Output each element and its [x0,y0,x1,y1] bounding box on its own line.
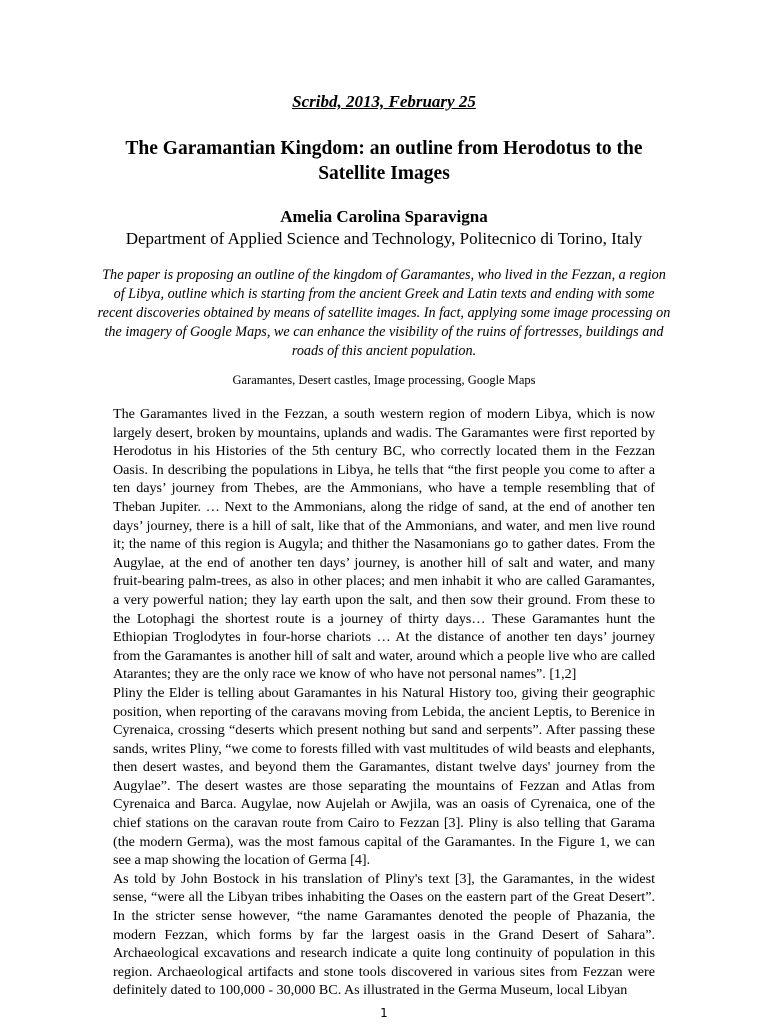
body-text [113,405,655,1000]
abstract: The paper is proposing an outline of the kingdom of Garamantes, who lived in the Fezzan, a region of Libya, outline which is starting from the ancient Greek and Latin texts and ending with some recent discoveries obtained by means of satellite images. In fact, applying some image processing on the imagery of Google Maps, we can enhance the visibility of the ruins of fortresses, buildings and roads of this ancient population. [97,267,671,359]
body-paragraph: The Garamantes lived in the Fezzan, a south western region of modern Libya, which is now largely desert, broken by mountains, uplands and wadis. The Garamantes were first reported by Herodotus in his Histories of the 5th century BC, who correctly located them in the Fezzan Oasis. In describing the populations in Libya, he tells that “the first people you come to after a ten days’ journey from Thebes, are the Ammonians, who have a temple resembling that of Theban Jupiter. … Next to the Ammonians, along the ridge of sand, at the end of another ten days’ journey, there is a hill of salt, like that of the Ammonians, and water, and men live round it; the name of this region is Augyla; and thither the Nasamonians go to gather dates. From the Augylae, at the end of another ten days’ journey, is another hill of salt and water, and many fruit-bearing palm-trees, as also in other places; and men inhabit it who are called Garamantes, a very powerful nation; they lay earth upon the salt, and then sow their ground. From these to the Lotophagi the shortest route is a journey of thirty days… These Garamantes hunt the Ethiopian Troglodytes in four-horse chariots … At the distance of another ten days’ journey from the Garamantes is another hill of salt and water, around which a people live who are called Atarantes; they are the only race we know of who have not personal names”. [1,2] [113,406,655,683]
publication-date: Scribd, 2013, February 25 [292,92,476,111]
page-number: 1 [380,1006,388,1020]
keywords: Garamantes, Desert castles, Image processing, Google Maps [232,373,536,387]
author-affiliation: Department of Applied Science and Technology, Politecnico di Torino, Italy [125,229,643,248]
body-paragraph: As told by John Bostock in his translation of Pliny's text [3], the Garamantes, in the widest sense, “were all the Libyan tribes inhabiting the Oases on the eastern part of the Great Desert”. In the stricter sense however, “the name Garamantes denoted the people of Phazania, the modern Fezzan, which forms by far the largest oasis in the Grand Desert of Sahara”. Archaeological excavations and research indicate a quite long continuity of population in this region. Archaeological artifacts and stone tools discovered in various sites from Fezzan were definitely dated to 100,000 - 30,000 BC. As illustrated in the Germa Museum, local Libyan [113,870,655,999]
body-paragraph: Pliny the Elder is telling about Garamantes in his Natural History too, giving their geographic position, when reporting of the caravans moving from Lebida, the ancient Leptis, to Berenice in Cyrenaica, crossing “deserts which present nothing but sand and serpents”. After passing these sands, writes Pliny, “we come to forests filled with vast multitudes of wild beasts and elephants, then desert wastes, and beyond them the Garamantes, distant twelve days' journey from the Augylae”. The desert wastes are those separating the mountains of Fezzan and Atlas from Cyrenaica and Barca. Augylae, now Aujelah or Awjila, was an oasis of Cyrenaica, one of the chief stations on the caravan route from Cairo to Fezzan [3]. Pliny is also telling that Garama (the modern Germa), was the most famous capital of the Garamantes. In the Figure 1, we can see a map showing the location of Germa [4]. [113,684,655,869]
paper-title: The Garamantian Kingdom: an outline from Herodotus to the Satellite Images [125,138,643,184]
author-name: Amelia Carolina Sparavigna [280,207,488,226]
